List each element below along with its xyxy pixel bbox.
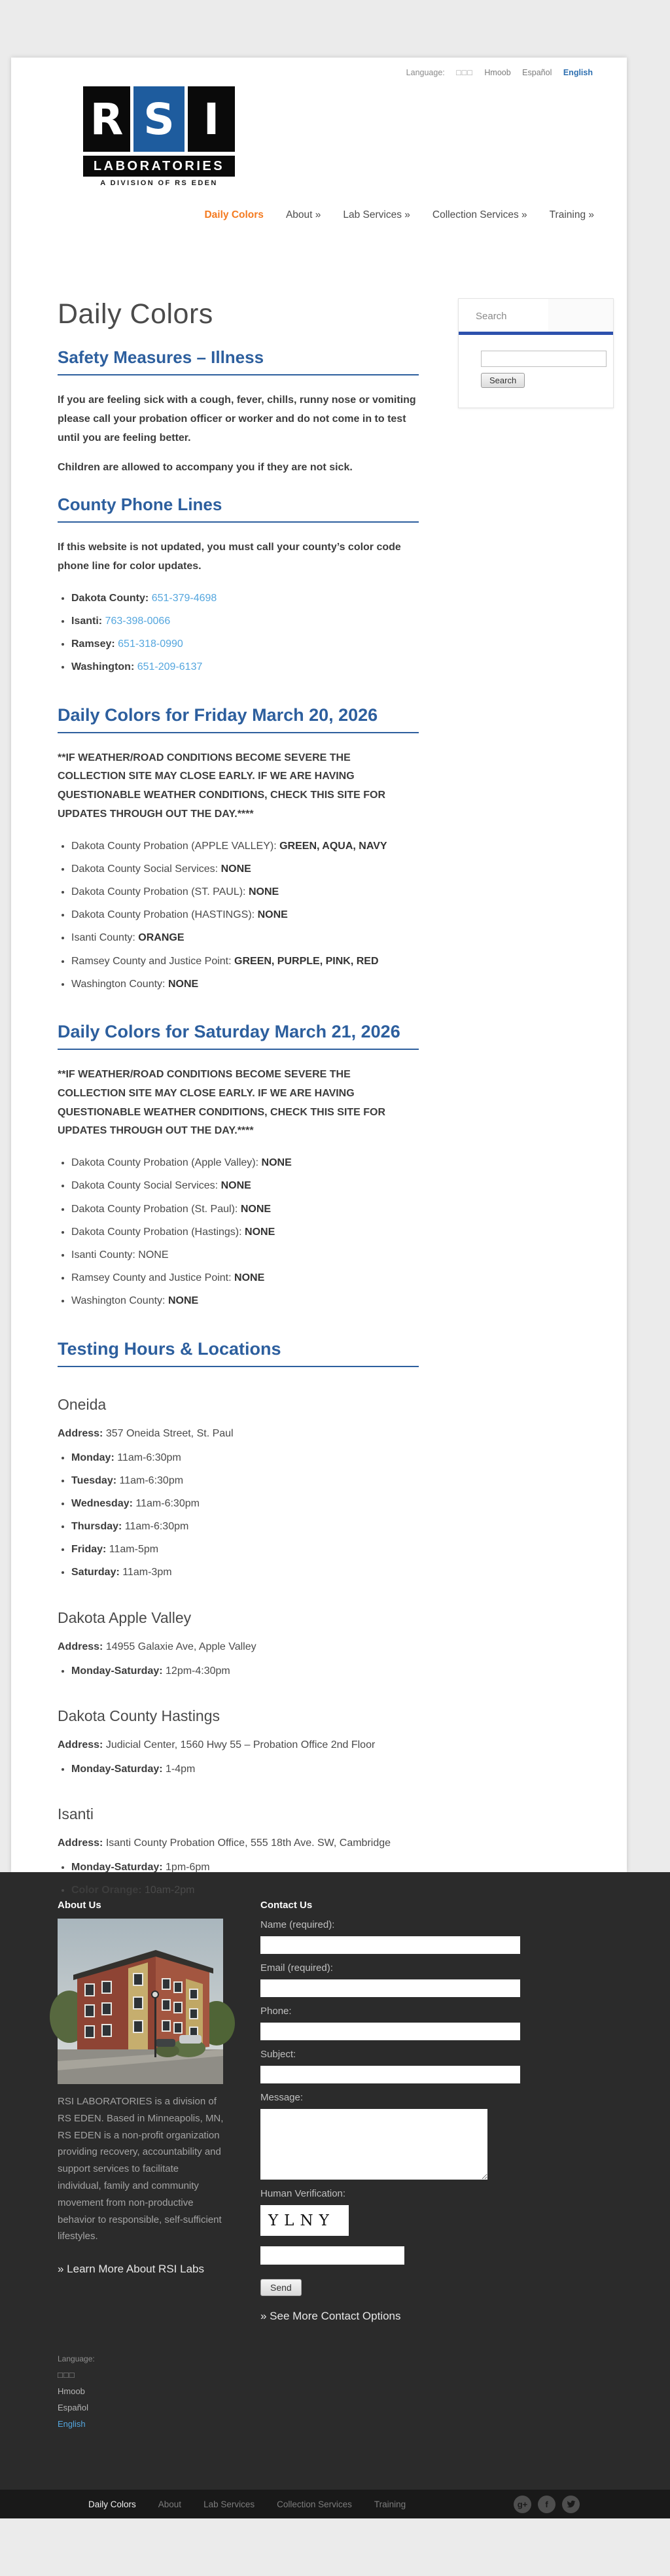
phone-link[interactable]: 763-398-0066 [105,615,171,627]
color-report-row: • Dakota County Probation (Hastings): NONE [71,1225,419,1240]
hours-list [58,1860,419,1898]
footer-language-english[interactable]: English [58,2419,86,2429]
hours-row: • Tuesday: 11am-6:30pm [71,1473,419,1488]
hours-row: • Wednesday: 11am-6:30pm [71,1496,419,1511]
search-input[interactable] [481,351,607,367]
email-field[interactable] [260,1979,520,1997]
heading-daily-colors-friday: Daily Colors for Friday March 20, 2026 [58,705,419,733]
list-item: • Dakota County: 651-379-4698 [71,591,419,606]
nav-daily-colors[interactable]: Daily Colors [204,209,264,220]
learn-more-link[interactable]: » Learn More About RSI Labs [58,2263,204,2276]
language-label: Language: [406,68,445,77]
color-report-row: • Dakota County Probation (ST. PAUL): NONE [71,884,419,899]
phone-link[interactable]: 651-379-4698 [151,592,217,604]
bottom-nav-collection-services[interactable]: Collection Services [277,2499,352,2509]
message-field[interactable] [260,2109,487,2180]
heading-county-phone-lines: County Phone Lines [58,495,419,523]
language-bar [11,58,627,77]
location-address: Address: Isanti County Probation Office, 555 18th Ave. SW, Cambridge [58,1837,391,1849]
subject-label: Subject: [260,2049,296,2060]
logo-laboratories-bar: LABORATORIES [83,156,235,177]
color-report-row: • Washington County: NONE [71,1293,419,1308]
footer-about-heading: About Us [58,1900,101,1911]
location-address: Address: 357 Oneida Street, St. Paul [58,1427,234,1439]
name-field[interactable] [260,1936,520,1954]
human-verification-label: Human Verification: [260,2188,346,2199]
contact-form [260,1900,522,2490]
logo-tagline: A DIVISION OF RS EDEN [100,179,218,187]
social-links [507,2496,580,2513]
hours-list [58,1762,419,1777]
captcha-image: YLNY [260,2205,349,2236]
rsi-logo[interactable] [83,86,235,187]
twitter-icon[interactable] [562,2496,580,2513]
footer-contact-heading: Contact Us [260,1900,313,1911]
google-plus-icon[interactable]: g+ [514,2496,531,2513]
send-button[interactable]: Send [260,2279,302,2296]
search-button[interactable]: Search [481,373,525,388]
captcha-input[interactable] [260,2246,404,2265]
location-address: Address: 14955 Galaxie Ave, Apple Valley [58,1641,256,1652]
nav-about[interactable]: About » [285,209,321,220]
color-report-row: • Isanti County: NONE [71,1247,419,1262]
phone-label: Phone: [260,2006,292,2017]
footer-language-label: Language: [58,2354,95,2364]
email-label: Email (required): [260,1962,333,1974]
bottom-navigation [88,2499,406,2509]
sidebar [458,298,614,408]
location-name-oneida: Oneida [58,1395,107,1413]
footer-about-text: RSI LABORATORIES is a division of RS EDEN. Based in Minneapolis, MN, RS EDEN is a non-profit organization providing recovery, accountability and support services to facilitate individual, family and community movement from non-productive behavior to responsible, self-sufficient lifestyles. [58,2096,224,2242]
hours-row: • Monday: 11am-6:30pm [71,1450,419,1465]
bottom-nav-daily-colors[interactable]: Daily Colors [88,2499,136,2509]
color-report-row: • Washington County: NONE [71,977,419,992]
hours-row: • Monday-Saturday: 1pm-6pm [71,1860,419,1875]
bottom-bar [0,2490,670,2518]
see-more-contact-link[interactable]: » See More Contact Options [260,2310,401,2322]
bottom-nav-about[interactable]: About [158,2499,182,2509]
logo-letter-r: R [83,86,130,152]
hours-row: • Monday-Saturday: 1-4pm [71,1762,419,1777]
page-card [11,58,627,1896]
list-item: • Isanti: 763-398-0066 [71,614,419,629]
phone-link[interactable]: 651-318-0990 [118,638,183,650]
subject-field[interactable] [260,2066,520,2083]
tab-search[interactable]: Search [459,299,548,332]
language-link-somali[interactable]: □□□ [456,68,473,77]
saturday-color-list [58,1155,419,1308]
safety-paragraph-1: If you are feeling sick with a cough, fever, chills, runny nose or vomiting please call your probation officer or worker and do not come in to test until you are feeling better. [58,394,416,444]
friday-color-list [58,839,419,992]
hours-row: • Saturday: 11am-3pm [71,1565,419,1580]
nav-lab-services[interactable]: Lab Services » [343,209,410,220]
phone-link[interactable]: 651-209-6137 [137,661,203,673]
footer-language-switcher [58,2354,224,2429]
footer-language-hmong[interactable]: Hmoob [58,2386,85,2397]
safety-paragraph-2: Children are allowed to accompany you if they are not sick. [58,462,353,474]
list-item: • Ramsey: 651-318-0990 [71,636,419,652]
language-link-english[interactable]: English [563,68,593,77]
color-report-row: • Ramsey County and Justice Point: GREEN, PURPLE, PINK, RED [71,954,419,969]
name-label: Name (required): [260,1919,335,1930]
nav-training[interactable]: Training » [549,209,594,220]
heading-daily-colors-saturday: Daily Colors for Saturday March 21, 2026 [58,1022,419,1050]
nav-collection-services[interactable]: Collection Services » [432,209,527,220]
hours-row: • Thursday: 11am-6:30pm [71,1519,419,1534]
location-name-dakota-apple-valley: Dakota Apple Valley [58,1609,192,1626]
logo-letter-i: I [188,86,235,152]
color-report-row: • Dakota County Probation (St. Paul): NONE [71,1202,419,1217]
footer-language-somali[interactable]: □□□ [58,2370,75,2380]
hours-list [58,1450,419,1580]
hours-row: • Monday-Saturday: 12pm-4:30pm [71,1663,419,1679]
message-label: Message: [260,2092,304,2103]
location-address: Address: Judicial Center, 1560 Hwy 55 – Probation Office 2nd Floor [58,1739,376,1750]
bottom-nav-training[interactable]: Training [374,2499,406,2509]
color-report-row: • Dakota County Probation (Apple Valley): NONE [71,1155,419,1170]
heading-safety-measures: Safety Measures – Illness [58,347,419,375]
hours-list [58,1663,419,1679]
facebook-icon[interactable]: f [538,2496,555,2513]
search-widget [458,298,614,408]
heading-testing-hours: Testing Hours & Locations [58,1339,419,1367]
color-report-row: • Dakota County Probation (APPLE VALLEY): GREEN, AQUA, NAVY [71,839,419,854]
county-phone-list [58,591,419,675]
hours-row: • Friday: 11am-5pm [71,1542,419,1557]
color-report-row: • Dakota County Social Services: NONE [71,862,419,877]
color-report-row: • Isanti County: ORANGE [71,930,419,945]
color-report-row: • Dakota County Probation (HASTINGS): NONE [71,907,419,922]
logo-letter-s: S [133,86,185,152]
language-link-hmong[interactable]: Hmoob [484,68,511,77]
search-widget-header [459,299,613,335]
color-report-row: • Ramsey County and Justice Point: NONE [71,1270,419,1285]
language-link-spanish[interactable]: Español [522,68,552,77]
saturday-weather-warning: **IF WEATHER/ROAD CONDITIONS BECOME SEVERE THE COLLECTION SITE MAY CLOSE EARLY. IF WE ARE HAVING QUESTIONABLE WEATHER CONDITIONS, CHECK THIS SITE FOR UPDATES THROUGH OUT THE DAY.**** [58,1069,386,1137]
logo-letters [83,86,235,152]
county-phone-intro: If this website is not updated, you must call your county’s color code phone line for color updates. [58,542,401,572]
page-title: Daily Colors [58,298,213,330]
phone-field[interactable] [260,2023,520,2040]
location-name-isanti: Isanti [58,1805,94,1823]
color-report-row: • Dakota County Social Services: NONE [71,1178,419,1193]
footer-language-spanish[interactable]: Español [58,2403,88,2413]
about-building-photo [58,1919,223,2084]
location-name-dakota-hastings: Dakota County Hastings [58,1707,220,1724]
friday-weather-warning: **IF WEATHER/ROAD CONDITIONS BECOME SEVERE THE COLLECTION SITE MAY CLOSE EARLY. IF WE ARE HAVING QUESTIONABLE WEATHER CONDITIONS, CHECK THIS SITE FOR UPDATES THROUGH OUT THE DAY.**** [58,752,386,820]
hours-row: • Color Orange: 10am-2pm [71,1883,419,1898]
main-content [58,298,419,1906]
bottom-nav-lab-services[interactable]: Lab Services [203,2499,255,2509]
main-navigation [11,187,627,221]
list-item: • Washington: 651-209-6137 [71,659,419,674]
site-footer [0,1872,670,2490]
